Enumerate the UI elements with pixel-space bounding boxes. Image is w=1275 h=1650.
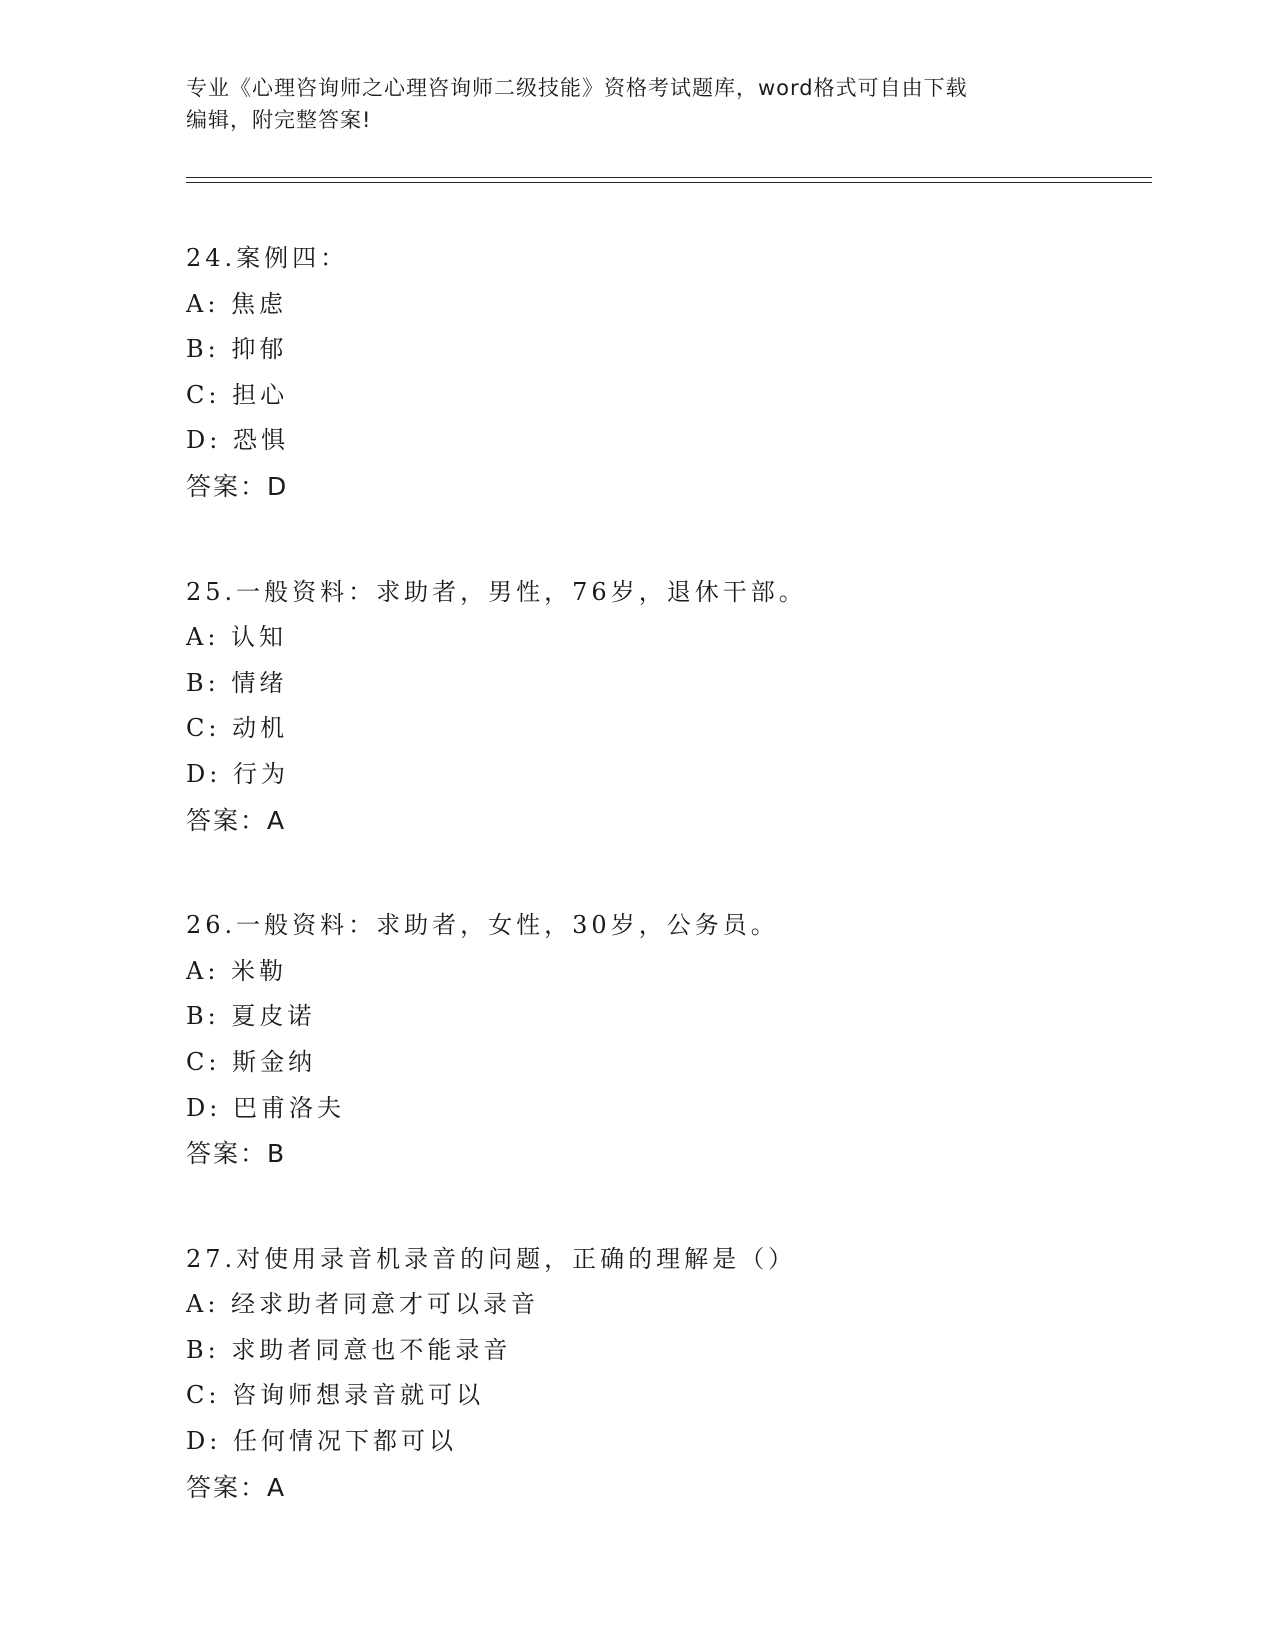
- option-c: C: 斯金纳: [186, 1047, 317, 1076]
- option-a: A: 焦虑: [186, 289, 288, 318]
- option-d: D: 巴甫洛夫: [186, 1093, 345, 1122]
- answer-line: 答案：B: [186, 1139, 287, 1169]
- answer-line: 答案：A: [186, 1472, 287, 1502]
- question-25: [186, 570, 1146, 844]
- question-stem: 27.对使用录音机录音的问题，正确的理解是（）: [186, 1244, 797, 1273]
- question-stem: 24.案例四：: [186, 244, 349, 272]
- option-a: A: 认知: [186, 623, 288, 652]
- option-c: C: 咨询师想录音就可以: [186, 1381, 485, 1410]
- option-b: B: 抑郁: [186, 335, 288, 364]
- question-stem: 25.一般资料：求助者，男性，76岁，退休干部。: [186, 577, 807, 606]
- header-line-2: 编辑，附完整答案!: [186, 108, 372, 132]
- question-stem: 26.一般资料：求助者，女性，30岁，公务员。: [186, 911, 779, 940]
- option-d: D: 恐惧: [186, 426, 289, 455]
- option-b: B: 情绪: [186, 668, 288, 697]
- option-b: B: 夏皮诺: [186, 1002, 316, 1031]
- question-24: [186, 236, 1146, 510]
- option-a: A: 经求助者同意才可以录音: [186, 1290, 540, 1319]
- option-a: A: 米勒: [186, 956, 288, 985]
- header-divider-bottom: [186, 182, 1152, 183]
- question-27: [186, 1237, 1146, 1511]
- document-header: [186, 72, 1086, 136]
- header-divider-top: [186, 177, 1152, 178]
- answer-line: 答案：A: [186, 805, 287, 835]
- option-c: C: 动机: [186, 714, 289, 743]
- question-26: [186, 903, 1146, 1177]
- option-d: D: 任何情况下都可以: [186, 1427, 457, 1456]
- header-line-1: 专业《心理咨询师之心理咨询师二级技能》资格考试题库，word格式可自由下载: [186, 76, 968, 100]
- question-list: [186, 236, 1146, 1570]
- option-d: D: 行为: [186, 759, 289, 788]
- answer-line: 答案：D: [186, 471, 289, 501]
- option-b: B: 求助者同意也不能录音: [186, 1335, 512, 1364]
- option-c: C: 担心: [186, 380, 289, 409]
